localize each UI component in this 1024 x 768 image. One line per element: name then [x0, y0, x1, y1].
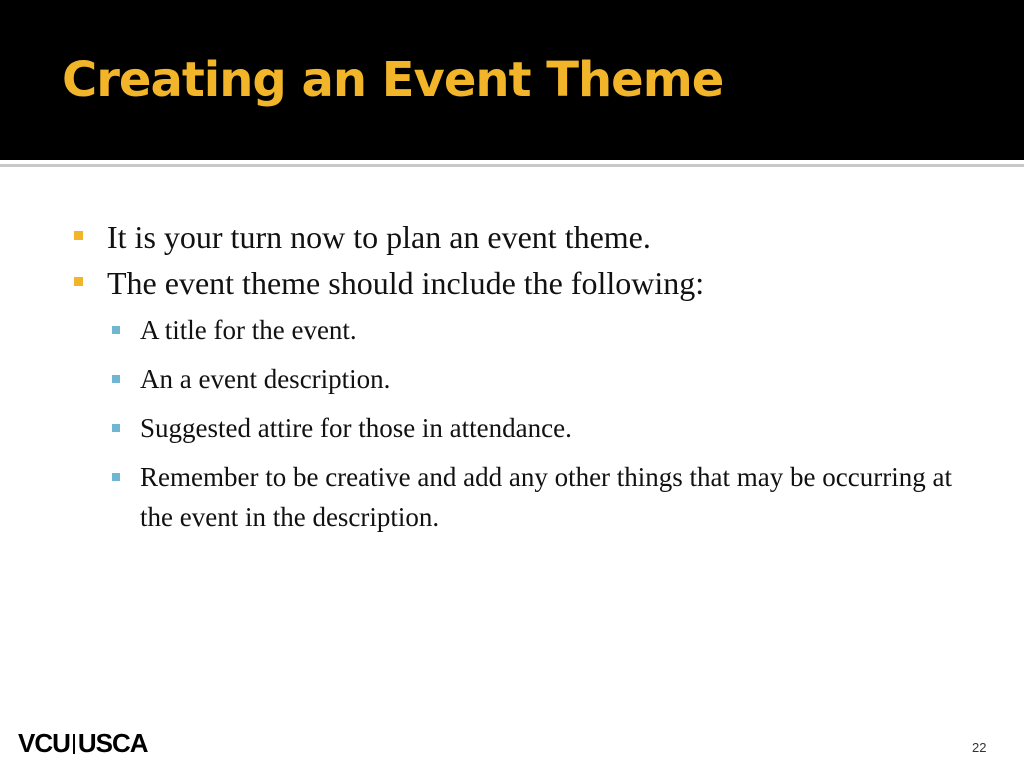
logo-usca-text: USCA	[77, 728, 148, 758]
bullet-list	[70, 214, 970, 546]
bullet-item	[70, 260, 970, 306]
title-divider	[0, 164, 1024, 167]
slide-title: Creating an Event Theme	[62, 52, 724, 108]
sub-bullet-text: An a event description.	[140, 364, 391, 394]
bullet-text: The event theme should include the following:	[107, 265, 705, 301]
logo-divider	[73, 734, 75, 754]
bullet-text: It is your turn now to plan an event theme.	[107, 219, 651, 255]
logo-vcu-text: VCU	[18, 728, 70, 758]
sub-bullet-item	[103, 359, 960, 399]
square-bullet-icon	[112, 424, 120, 432]
sub-bullet-item	[103, 457, 960, 537]
bullet-item	[70, 214, 970, 260]
sub-bullet-item	[103, 310, 960, 350]
square-bullet-icon	[74, 277, 83, 286]
sub-bullet-text: A title for the event.	[140, 315, 357, 345]
page-number: 22	[972, 740, 987, 755]
square-bullet-icon	[112, 375, 120, 383]
square-bullet-icon	[112, 326, 120, 334]
sub-bullet-text: Remember to be creative and add any other things that may be occurring at the event in the description.	[140, 462, 952, 532]
vcu-usca-logo	[18, 728, 148, 759]
square-bullet-icon	[112, 473, 120, 481]
square-bullet-icon	[74, 231, 83, 240]
sub-bullet-item	[103, 408, 960, 448]
sub-bullet-text: Suggested attire for those in attendance.	[140, 413, 572, 443]
sub-bullet-list	[70, 310, 970, 537]
